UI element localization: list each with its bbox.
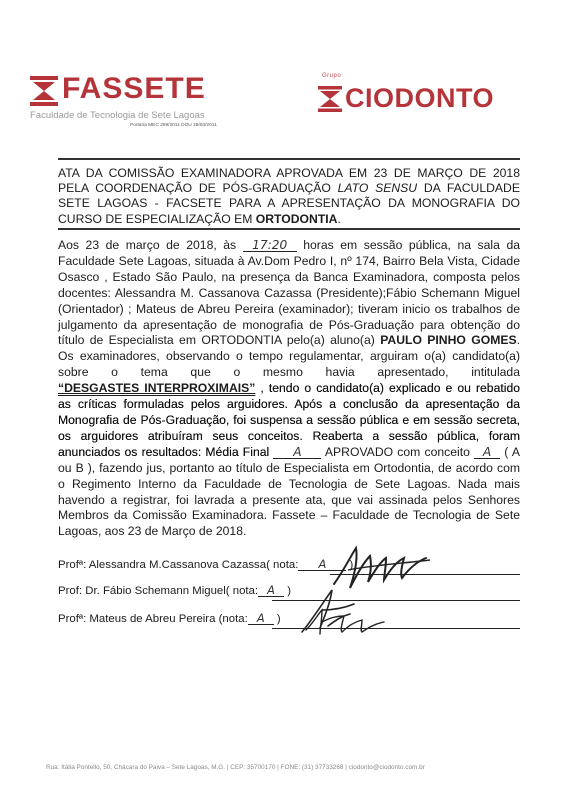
body-text-6: ( A ou B ), fazendo jus, portanto ao título de Especialista em Ortodontia, de acordo com o Regimento Interno da Faculdade de Tecnologia de Sete Lagoas. Nada mais havendo a registrar, foi lavrada a presente ata, que vai assinada pelos Senhores Membros da Comissão Examinadora. Fassete – Faculdade de Tecnologia de Sete Lagoas, aos 23 de Março de 2018. (58, 444, 520, 539)
signature-examiner-image (300, 604, 390, 640)
fassete-subtitle: Faculdade de Tecnologia de Sete Lagoas (30, 110, 205, 121)
handwritten-concept: A (474, 446, 500, 459)
fassete-portaria: Portaria MEC 299/2011 DOU 29/03/2011 (130, 123, 217, 128)
signature-label: Prof: Dr. Fábio Schemann Miguel( nota: (58, 585, 259, 597)
footer-address: Rua: Itália Pontello, 50, Chácara do Paiva – Sete Lagoas, M.G. | CEP: 35700170 | FONE: (31) 37733268 | ciodonto@ciodonto.com.br (46, 764, 425, 771)
document-heading (58, 166, 520, 227)
fassete-wordmark: FASSETE (62, 72, 206, 105)
handwritten-grade: A (248, 612, 274, 625)
signature-close: ) (346, 559, 354, 571)
header-rule-bottom (58, 228, 520, 230)
handwritten-grade: A (258, 584, 284, 597)
body-text-4: , tendo o candidato(a) explicado e ou rebatido as críticas formuladas pelos arguidores. Após a conclusão da apresentação da Monografia de Pós-Graduação, foi suspensa a sessão pública e em sessão secreta, os arguidores atribuíram seus conceitos. Reaberta a sessão pública, foram anunciados os resultados: Média Final (58, 381, 521, 459)
signature-label: Profª: Mateus de Abreu Pereira (nota: (58, 613, 248, 625)
body-text-5: APROVADO com conceito (321, 444, 475, 459)
signature-close: ) (273, 613, 281, 625)
ciodonto-emblem-icon (318, 86, 342, 112)
fassete-logo (30, 74, 230, 134)
minutes-body (58, 238, 520, 540)
handwritten-hour: 17:20 (243, 239, 297, 252)
ciodonto-wordmark: CIODONTO (345, 83, 495, 113)
fassete-emblem-icon (30, 76, 58, 106)
signature-line-examiner (58, 612, 281, 630)
body-text-3: . Os examinadores, observando o tempo regulamentar, arguiram o(a) candidato(a) sobre o tema que o mesmo havia apresentado, intitulada (58, 333, 520, 380)
signature-close: ) (284, 585, 292, 597)
heading-text-2: DA FACULDADE SETE LAGOAS - FACSETE PARA A APRESENTAÇÃO DA MONOGRAFIA DO CURSO DE ESPECIALIZAÇÃO EM (58, 181, 520, 226)
signature-line-president (58, 558, 353, 576)
header-rule-top (58, 158, 520, 160)
dissertation-title: “DESGASTES INTERPROXIMAIS” (58, 381, 256, 396)
ciodonto-logo (318, 73, 538, 116)
heading-specialty: ORTODONTIA (255, 211, 338, 226)
body-text-1: Aos 23 de março de 2018, às (58, 238, 243, 252)
body-text-2: horas em sessão pública, na sala da Faculdade Sete Lagoas, situada à Av.Dom Pedro I, nº 174, Bairro Bela Vista, Cidade Osasco , Estado São Paulo, na presença da Banca Examinadora, composta pelos docentes: Alessandra M. Cassanova Cazassa (Presidente);Fábio Schemann Miguel (Orientador) ; Mateus de Abreu Pereira (examinador); tiveram inicio os trabalhos de julgamento da apresentação de monografia de Pós-Graduação para obtenção do título de Especialista em ORTODONTIA pelo(a) aluno(a) (58, 238, 521, 348)
heading-lato-sensu: LATO SENSU (337, 181, 418, 196)
signature-line-advisor (58, 584, 291, 602)
heading-period: . (337, 211, 341, 226)
signature-label: Profª: Alessandra M.Cassanova Cazassa( nota: (58, 559, 299, 571)
grupo-label: Grupo (322, 73, 342, 79)
heading-text-1: ATA DA COMISSÃO EXAMINADORA APROVADA EM 23 DE MARÇO DE 2018 PELA COORDENAÇÃO DE PÓS-GRADUAÇÃO (58, 166, 520, 196)
handwritten-grade: A (298, 558, 346, 571)
handwritten-final-grade: A (273, 446, 321, 459)
student-name: PAULO PINHO GOMES (380, 333, 517, 348)
